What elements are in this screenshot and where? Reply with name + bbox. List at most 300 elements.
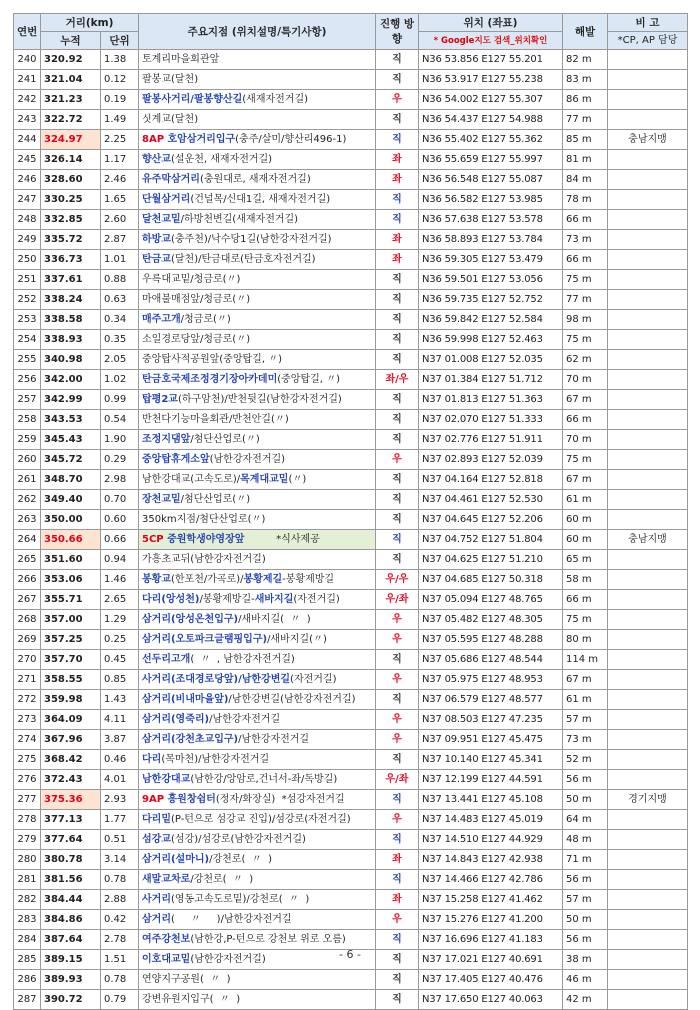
row-number: 270 — [14, 650, 41, 670]
direction: 직 — [376, 830, 419, 850]
route-table — [13, 13, 688, 1010]
gps-coordinates: N36 59.501 E127 53.056 — [419, 270, 563, 290]
direction: 직 — [376, 790, 419, 810]
table-row — [14, 170, 688, 190]
cumulative-km: 328.60 — [41, 170, 101, 190]
waypoint-text-segment: (한포천/가곡로)/ — [170, 573, 244, 585]
remarks — [608, 650, 688, 670]
waypoint-text-segment: /강천로( 〃 ) — [190, 873, 254, 885]
segment-km: 2.98 — [101, 470, 139, 490]
direction: 좌 — [376, 250, 419, 270]
row-number: 283 — [14, 910, 41, 930]
waypoint-text-segment: 다리밑 — [142, 813, 171, 825]
waypoint-text-segment: (남한강/앙암로,건너서-좌/독방길) — [190, 773, 338, 785]
remarks — [608, 750, 688, 770]
waypoint-text-segment: 남한강대교(고속도로)/ — [142, 473, 241, 485]
table-row — [14, 370, 688, 390]
waypoint-text-segment: 중원학생야영장앞 — [167, 533, 245, 545]
cumulative-km: 377.64 — [41, 830, 101, 850]
waypoint-text-segment: (중앙탑길, 〃) — [277, 373, 341, 385]
altitude: 52 m — [563, 750, 608, 770]
direction: 직 — [376, 930, 419, 950]
direction: 직 — [376, 690, 419, 710]
waypoint-text-segment: 새바지길 — [254, 593, 294, 605]
remarks — [608, 210, 688, 230]
segment-km: 1.01 — [101, 250, 139, 270]
row-number: 269 — [14, 630, 41, 650]
waypoint-text-segment: (새재자전거길) — [242, 93, 309, 105]
table-row — [14, 710, 688, 730]
remarks — [608, 850, 688, 870]
waypoint-description — [139, 270, 376, 290]
segment-km: 0.29 — [101, 450, 139, 470]
waypoint-text-segment: 5CP — [142, 533, 168, 545]
row-number: 287 — [14, 990, 41, 1010]
altitude: 84 m — [563, 170, 608, 190]
remarks — [608, 150, 688, 170]
cumulative-km: 357.00 — [41, 610, 101, 630]
cumulative-km: 332.85 — [41, 210, 101, 230]
gps-coordinates: N37 13.441 E127 45.108 — [419, 790, 563, 810]
table-row — [14, 670, 688, 690]
remarks — [608, 810, 688, 830]
table-row — [14, 610, 688, 630]
waypoint-text-segment: 유주막삼거리 — [142, 173, 200, 185]
direction: 직 — [376, 950, 419, 970]
gps-coordinates: N37 05.686 E127 48.544 — [419, 650, 563, 670]
waypoint-text-segment: 9AP — [142, 793, 168, 805]
waypoint-text-segment: 향산교 — [142, 153, 171, 165]
waypoint-text-segment: /남한강자전거길 — [238, 733, 310, 745]
remarks — [608, 170, 688, 190]
remarks — [608, 730, 688, 750]
segment-km: 1.02 — [101, 370, 139, 390]
gps-coordinates: N37 04.625 E127 51.210 — [419, 550, 563, 570]
segment-km: 0.25 — [101, 630, 139, 650]
segment-km: 3.87 — [101, 730, 139, 750]
altitude: 64 m — [563, 810, 608, 830]
waypoint-text-segment: 삼거리(오토파크글램핑입구) — [142, 633, 268, 645]
waypoint-description — [139, 110, 376, 130]
direction: 직 — [376, 390, 419, 410]
segment-km: 0.88 — [101, 270, 139, 290]
waypoint-text-segment: (설운천, 새재자전거길) — [170, 153, 273, 165]
cumulative-km: 321.23 — [41, 90, 101, 110]
gps-coordinates: N37 16.696 E127 41.183 — [419, 930, 563, 950]
cumulative-km: 342.00 — [41, 370, 101, 390]
waypoint-text-segment: 봉황제길 — [243, 573, 283, 585]
gps-coordinates: N37 04.685 E127 50.318 — [419, 570, 563, 590]
table-row — [14, 430, 688, 450]
gps-coordinates: N37 14.466 E127 42.786 — [419, 870, 563, 890]
table-row — [14, 50, 688, 70]
table-row — [14, 570, 688, 590]
segment-km: 1.17 — [101, 150, 139, 170]
gps-coordinates: N37 17.021 E127 40.691 — [419, 950, 563, 970]
cumulative-km: 348.70 — [41, 470, 101, 490]
table-row — [14, 750, 688, 770]
row-number: 248 — [14, 210, 41, 230]
waypoint-text-segment: 선두리고개 — [142, 653, 191, 665]
waypoint-text-segment: 사거리 — [142, 893, 171, 905]
row-number: 277 — [14, 790, 41, 810]
cumulative-km: 390.72 — [41, 990, 101, 1010]
waypoint-description — [139, 70, 376, 90]
waypoint-text-segment: 가흥초교뒤(남한강자전거길) — [142, 553, 266, 565]
waypoint-text-segment: 중앙탑사적공원앞(중앙탑길, 〃) — [142, 353, 283, 365]
waypoint-description — [139, 710, 376, 730]
route-table-body — [14, 50, 688, 1010]
direction: 직 — [376, 310, 419, 330]
segment-km: 0.66 — [101, 530, 139, 550]
table-row — [14, 590, 688, 610]
cumulative-km: 384.86 — [41, 910, 101, 930]
segment-km: 2.25 — [101, 130, 139, 150]
segment-km: 1.49 — [101, 110, 139, 130]
waypoint-text-segment: (자전거길) — [290, 673, 337, 685]
altitude: 83 m — [563, 70, 608, 90]
remarks — [608, 310, 688, 330]
segment-km: 4.01 — [101, 770, 139, 790]
col-cumulative-header: 누적 — [41, 32, 101, 50]
altitude: 98 m — [563, 310, 608, 330]
waypoint-text-segment: 이호대교밑 — [142, 953, 191, 965]
segment-km: 0.78 — [101, 970, 139, 990]
waypoint-description — [139, 910, 376, 930]
direction: 직 — [376, 990, 419, 1010]
waypoint-text-segment: (하구암천)/반천뒷길(남한강자전거길) — [177, 393, 342, 405]
waypoint-text-segment: 중앙탑휴게소앞 — [142, 453, 210, 465]
direction: 직 — [376, 210, 419, 230]
gps-coordinates: N37 10.140 E127 45.341 — [419, 750, 563, 770]
segment-km: 0.19 — [101, 90, 139, 110]
altitude: 66 m — [563, 590, 608, 610]
gps-coordinates: N37 02.893 E127 52.039 — [419, 450, 563, 470]
gps-coordinates: N37 02.776 E127 51.911 — [419, 430, 563, 450]
waypoint-description — [139, 790, 376, 810]
col-no-header: 연번 — [14, 14, 41, 50]
segment-km: 0.63 — [101, 290, 139, 310]
row-number: 241 — [14, 70, 41, 90]
gps-coordinates: N37 02.070 E127 51.333 — [419, 410, 563, 430]
waypoint-description — [139, 650, 376, 670]
table-row — [14, 630, 688, 650]
segment-km: 1.46 — [101, 570, 139, 590]
direction: 직 — [376, 50, 419, 70]
gps-coordinates: N36 56.582 E127 53.985 — [419, 190, 563, 210]
waypoint-text-segment: 탑평2교 — [142, 393, 178, 405]
remarks — [608, 190, 688, 210]
segment-km: 0.85 — [101, 670, 139, 690]
cumulative-km: 330.25 — [41, 190, 101, 210]
altitude: 77 m — [563, 290, 608, 310]
segment-km: 0.46 — [101, 750, 139, 770]
row-number: 251 — [14, 270, 41, 290]
waypoint-description — [139, 530, 376, 550]
remarks — [608, 990, 688, 1010]
gps-coordinates: N37 05.595 E127 48.288 — [419, 630, 563, 650]
altitude: 66 m — [563, 210, 608, 230]
waypoint-description — [139, 170, 376, 190]
table-row — [14, 390, 688, 410]
gps-coordinates: N36 59.305 E127 53.479 — [419, 250, 563, 270]
waypoint-text-segment: (〃) — [288, 473, 307, 485]
row-number: 282 — [14, 890, 41, 910]
table-row — [14, 70, 688, 90]
segment-km: 0.60 — [101, 510, 139, 530]
waypoint-text-segment: ( 〃 )/남한강자전거길 — [170, 913, 292, 925]
table-row — [14, 510, 688, 530]
waypoint-description — [139, 350, 376, 370]
waypoint-text-segment: 팔봉교(달천) — [142, 73, 199, 85]
gps-coordinates: N36 59.735 E127 52.752 — [419, 290, 563, 310]
altitude: 81 m — [563, 150, 608, 170]
remarks — [608, 590, 688, 610]
waypoint-text-segment: (자전거길) — [293, 593, 340, 605]
gps-coordinates: N36 54.002 E127 55.307 — [419, 90, 563, 110]
altitude: 46 m — [563, 970, 608, 990]
gps-coordinates: N37 04.645 E127 52.206 — [419, 510, 563, 530]
waypoint-description — [139, 510, 376, 530]
table-row — [14, 330, 688, 350]
direction: 직 — [376, 290, 419, 310]
row-number: 242 — [14, 90, 41, 110]
direction: 우 — [376, 910, 419, 930]
row-number: 286 — [14, 970, 41, 990]
waypoint-description — [139, 410, 376, 430]
waypoint-text-segment: (남한강,P-턴으로 강천보 위로 오름) — [190, 933, 346, 945]
altitude: 70 m — [563, 430, 608, 450]
direction: 직 — [376, 470, 419, 490]
table-row — [14, 850, 688, 870]
table-row — [14, 450, 688, 470]
cumulative-km: 375.36 — [41, 790, 101, 810]
cumulative-km: 322.72 — [41, 110, 101, 130]
row-number: 273 — [14, 710, 41, 730]
cumulative-km: 350.66 — [41, 530, 101, 550]
segment-km: 1.65 — [101, 190, 139, 210]
remarks: 충남지맹 — [608, 530, 688, 550]
row-number: 257 — [14, 390, 41, 410]
waypoint-text-segment: /청금로(〃) — [180, 313, 231, 325]
row-number: 268 — [14, 610, 41, 630]
waypoint-text-segment: /새바지길(〃) — [267, 633, 327, 645]
waypoint-text-segment: 토계리마을회관앞 — [142, 53, 220, 65]
segment-km: 2.60 — [101, 210, 139, 230]
row-number: 256 — [14, 370, 41, 390]
waypoint-description — [139, 770, 376, 790]
remarks — [608, 710, 688, 730]
waypoint-text-segment: -봉황제방길 — [282, 573, 335, 585]
row-number: 254 — [14, 330, 41, 350]
altitude: 42 m — [563, 990, 608, 1010]
cumulative-km: 384.44 — [41, 890, 101, 910]
altitude: 78 m — [563, 190, 608, 210]
waypoint-text-segment: 남한강대교 — [142, 773, 191, 785]
segment-km: 1.77 — [101, 810, 139, 830]
segment-km: 2.05 — [101, 350, 139, 370]
row-number: 261 — [14, 470, 41, 490]
waypoint-text-segment: 삼거리 — [142, 913, 171, 925]
gps-coordinates: N36 58.893 E127 53.784 — [419, 230, 563, 250]
gps-coordinates: N37 15.276 E127 41.200 — [419, 910, 563, 930]
waypoint-text-segment: 흥원창쉼터 — [167, 793, 216, 805]
waypoint-description — [139, 190, 376, 210]
cumulative-km: 326.14 — [41, 150, 101, 170]
cumulative-km: 340.98 — [41, 350, 101, 370]
row-number: 253 — [14, 310, 41, 330]
row-number: 271 — [14, 670, 41, 690]
altitude: 62 m — [563, 350, 608, 370]
waypoint-text-segment: 여주강천보 — [142, 933, 191, 945]
altitude: 56 m — [563, 930, 608, 950]
waypoint-text-segment: /새바지길( 〃 ) — [238, 613, 311, 625]
remarks — [608, 770, 688, 790]
direction: 직 — [376, 970, 419, 990]
table-row — [14, 150, 688, 170]
segment-km: 2.46 — [101, 170, 139, 190]
remarks — [608, 330, 688, 350]
segment-km: 0.35 — [101, 330, 139, 350]
altitude: 80 m — [563, 630, 608, 650]
waypoint-text-segment: 사거리(조대경로당앞)/남한강변길 — [142, 673, 291, 685]
row-number: 281 — [14, 870, 41, 890]
row-number: 258 — [14, 410, 41, 430]
direction: 우/우 — [376, 570, 419, 590]
waypoint-description — [139, 630, 376, 650]
waypoint-text-segment: 삼거리(앙성온천입구) — [142, 613, 239, 625]
table-row — [14, 210, 688, 230]
waypoint-text-segment: (P-턴으로 섬강교 진입)/섬강로(자전거길) — [170, 813, 351, 825]
waypoint-text-segment: (목마천)/남한강자전거길 — [161, 753, 270, 765]
altitude: 67 m — [563, 670, 608, 690]
waypoint-text-segment: (건널목/신대1길, 새재자전거길) — [190, 193, 331, 205]
altitude: 65 m — [563, 550, 608, 570]
direction: 우 — [376, 670, 419, 690]
cumulative-km: 367.96 — [41, 730, 101, 750]
waypoint-description — [139, 250, 376, 270]
waypoint-text-segment: 삼거리(강천초교입구) — [142, 733, 239, 745]
waypoint-text-segment: 삼거리(영죽리) — [142, 713, 210, 725]
row-number: 244 — [14, 130, 41, 150]
cumulative-km: 320.92 — [41, 50, 101, 70]
col-direction-header: 진행 방향 — [376, 14, 419, 50]
waypoint-description — [139, 810, 376, 830]
remarks — [608, 90, 688, 110]
segment-km: 0.79 — [101, 990, 139, 1010]
remarks — [608, 910, 688, 930]
table-row — [14, 470, 688, 490]
segment-km: 1.29 — [101, 610, 139, 630]
gps-coordinates: N37 15.258 E127 41.462 — [419, 890, 563, 910]
waypoint-description — [139, 610, 376, 630]
row-number: 252 — [14, 290, 41, 310]
direction: 직 — [376, 430, 419, 450]
row-number: 250 — [14, 250, 41, 270]
segment-km: 0.78 — [101, 870, 139, 890]
waypoint-text-segment: /첨단산업로(〃) — [190, 433, 260, 445]
row-number: 243 — [14, 110, 41, 130]
waypoint-text-segment: 다리 — [142, 753, 162, 765]
segment-km: 2.93 — [101, 790, 139, 810]
direction: 우 — [376, 710, 419, 730]
direction: 직 — [376, 130, 419, 150]
waypoint-text-segment: 연양지구공원( 〃 ) — [142, 973, 231, 985]
altitude: 57 m — [563, 890, 608, 910]
waypoint-text-segment: 마애불매점앞/청금로(〃) — [142, 293, 251, 305]
segment-km: 0.94 — [101, 550, 139, 570]
cumulative-km: 350.00 — [41, 510, 101, 530]
row-number: 240 — [14, 50, 41, 70]
page-number: - 6 - — [339, 948, 361, 961]
location-note: * Google지도 검색_위치확인 — [419, 32, 563, 50]
cumulative-km: 338.24 — [41, 290, 101, 310]
gps-coordinates: N36 55.402 E127 55.362 — [419, 130, 563, 150]
direction: 좌/우 — [376, 370, 419, 390]
table-row — [14, 650, 688, 670]
waypoint-text-segment: 강변유원지입구( 〃 ) — [142, 993, 241, 1005]
altitude: 56 m — [563, 770, 608, 790]
altitude: 48 m — [563, 830, 608, 850]
waypoint-description — [139, 430, 376, 450]
row-number: 280 — [14, 850, 41, 870]
waypoint-text-segment: 탄금교 — [142, 253, 171, 265]
direction: 직 — [376, 350, 419, 370]
waypoint-text-segment: 삼거리(설마니) — [142, 853, 210, 865]
cumulative-km: 357.70 — [41, 650, 101, 670]
waypoint-text-segment: /첨단산업로(〃) — [180, 493, 251, 505]
waypoint-text-segment: 달천교밑 — [142, 213, 181, 225]
altitude: 57 m — [563, 710, 608, 730]
waypoint-description — [139, 850, 376, 870]
waypoint-text-segment: 싯계교(달천) — [142, 113, 199, 125]
waypoint-text-segment: /남한강변길(남한강자전거길) — [228, 693, 356, 705]
row-number: 245 — [14, 150, 41, 170]
remarks — [608, 670, 688, 690]
altitude: 75 m — [563, 450, 608, 470]
gps-coordinates: N36 56.548 E127 55.087 — [419, 170, 563, 190]
segment-km: 1.51 — [101, 950, 139, 970]
direction: 직 — [376, 330, 419, 350]
altitude: 114 m — [563, 650, 608, 670]
waypoint-description — [139, 290, 376, 310]
remarks — [608, 250, 688, 270]
remarks — [608, 410, 688, 430]
waypoint-description — [139, 130, 376, 150]
waypoint-text-segment: 단월삼거리 — [142, 193, 191, 205]
segment-km: 0.51 — [101, 830, 139, 850]
altitude: 67 m — [563, 470, 608, 490]
waypoint-description — [139, 310, 376, 330]
remarks — [608, 450, 688, 470]
cumulative-km: 337.61 — [41, 270, 101, 290]
table-row — [14, 110, 688, 130]
altitude: 66 m — [563, 410, 608, 430]
gps-coordinates: N37 14.483 E127 45.019 — [419, 810, 563, 830]
waypoint-text-segment: *식사제공 — [244, 533, 320, 545]
altitude: 86 m — [563, 90, 608, 110]
table-row — [14, 690, 688, 710]
remarks — [608, 70, 688, 90]
table-row — [14, 490, 688, 510]
direction: 직 — [376, 190, 419, 210]
table-row — [14, 890, 688, 910]
waypoint-text-segment: 조정지댐앞 — [142, 433, 191, 445]
row-number: 285 — [14, 950, 41, 970]
cumulative-km: 321.04 — [41, 70, 101, 90]
waypoint-description — [139, 550, 376, 570]
cumulative-km: 343.53 — [41, 410, 101, 430]
